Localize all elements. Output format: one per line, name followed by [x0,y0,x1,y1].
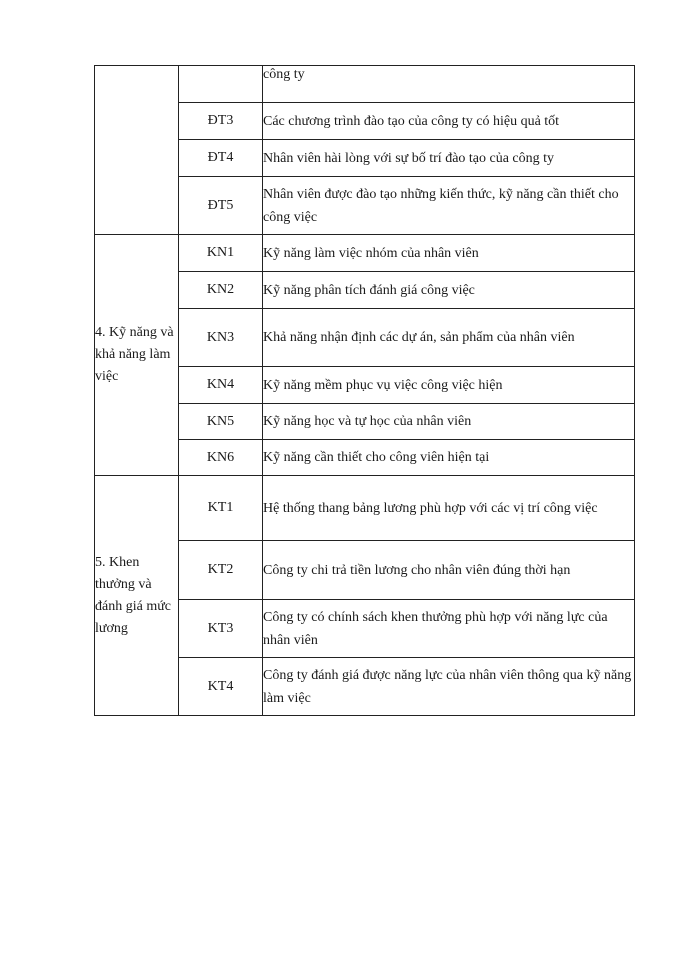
criterion-description: Kỹ năng cần thiết cho công viên hiện tại [263,440,635,476]
criterion-code: KT1 [179,476,263,541]
criterion-description: Kỹ năng học và tự học của nhân viên [263,404,635,440]
criterion-description: Kỹ năng làm việc nhóm của nhân viên [263,235,635,272]
criterion-description: Nhân viên được đào tạo những kiến thức, kỹ năng cần thiết cho công việc [263,177,635,235]
criterion-description: Công ty có chính sách khen thưởng phù hợp với năng lực của nhân viên [263,600,635,658]
group-cell-continued [95,66,179,235]
group-label-rewards: 5. Khen thưởng và đánh giá mức lương [95,476,179,716]
table-row [95,66,635,103]
criterion-description: Công ty chi trả tiền lương cho nhân viên đúng thời hạn [263,541,635,600]
table-row [95,235,635,272]
criterion-code: KT4 [179,658,263,716]
criterion-code: KN2 [179,272,263,309]
criterion-code: KT2 [179,541,263,600]
criterion-description: Kỹ năng phân tích đánh giá công việc [263,272,635,309]
criterion-description: công ty [263,66,635,103]
criterion-description: Các chương trình đào tạo của công ty có hiệu quả tốt [263,103,635,140]
criterion-code: KN6 [179,440,263,476]
group-label-skills: 4. Kỹ năng và khả năng làm việc [95,235,179,476]
criterion-code: KN3 [179,309,263,367]
criterion-code: ĐT5 [179,177,263,235]
criterion-description: Hệ thống thang bảng lương phù hợp với các vị trí công việc [263,476,635,541]
criterion-description: Khả năng nhận định các dự án, sản phẩm của nhân viên [263,309,635,367]
criterion-code: KN5 [179,404,263,440]
criterion-code: KN1 [179,235,263,272]
table-row [95,476,635,541]
survey-table [94,65,635,716]
criterion-code: KN4 [179,367,263,404]
criterion-code: KT3 [179,600,263,658]
criterion-code [179,66,263,103]
criterion-description: Công ty đánh giá được năng lực của nhân viên thông qua kỹ năng làm việc [263,658,635,716]
criterion-description: Nhân viên hài lòng với sự bố trí đào tạo của công ty [263,140,635,177]
criterion-description: Kỹ năng mềm phục vụ việc công việc hiện [263,367,635,404]
criterion-code: ĐT3 [179,103,263,140]
criterion-code: ĐT4 [179,140,263,177]
